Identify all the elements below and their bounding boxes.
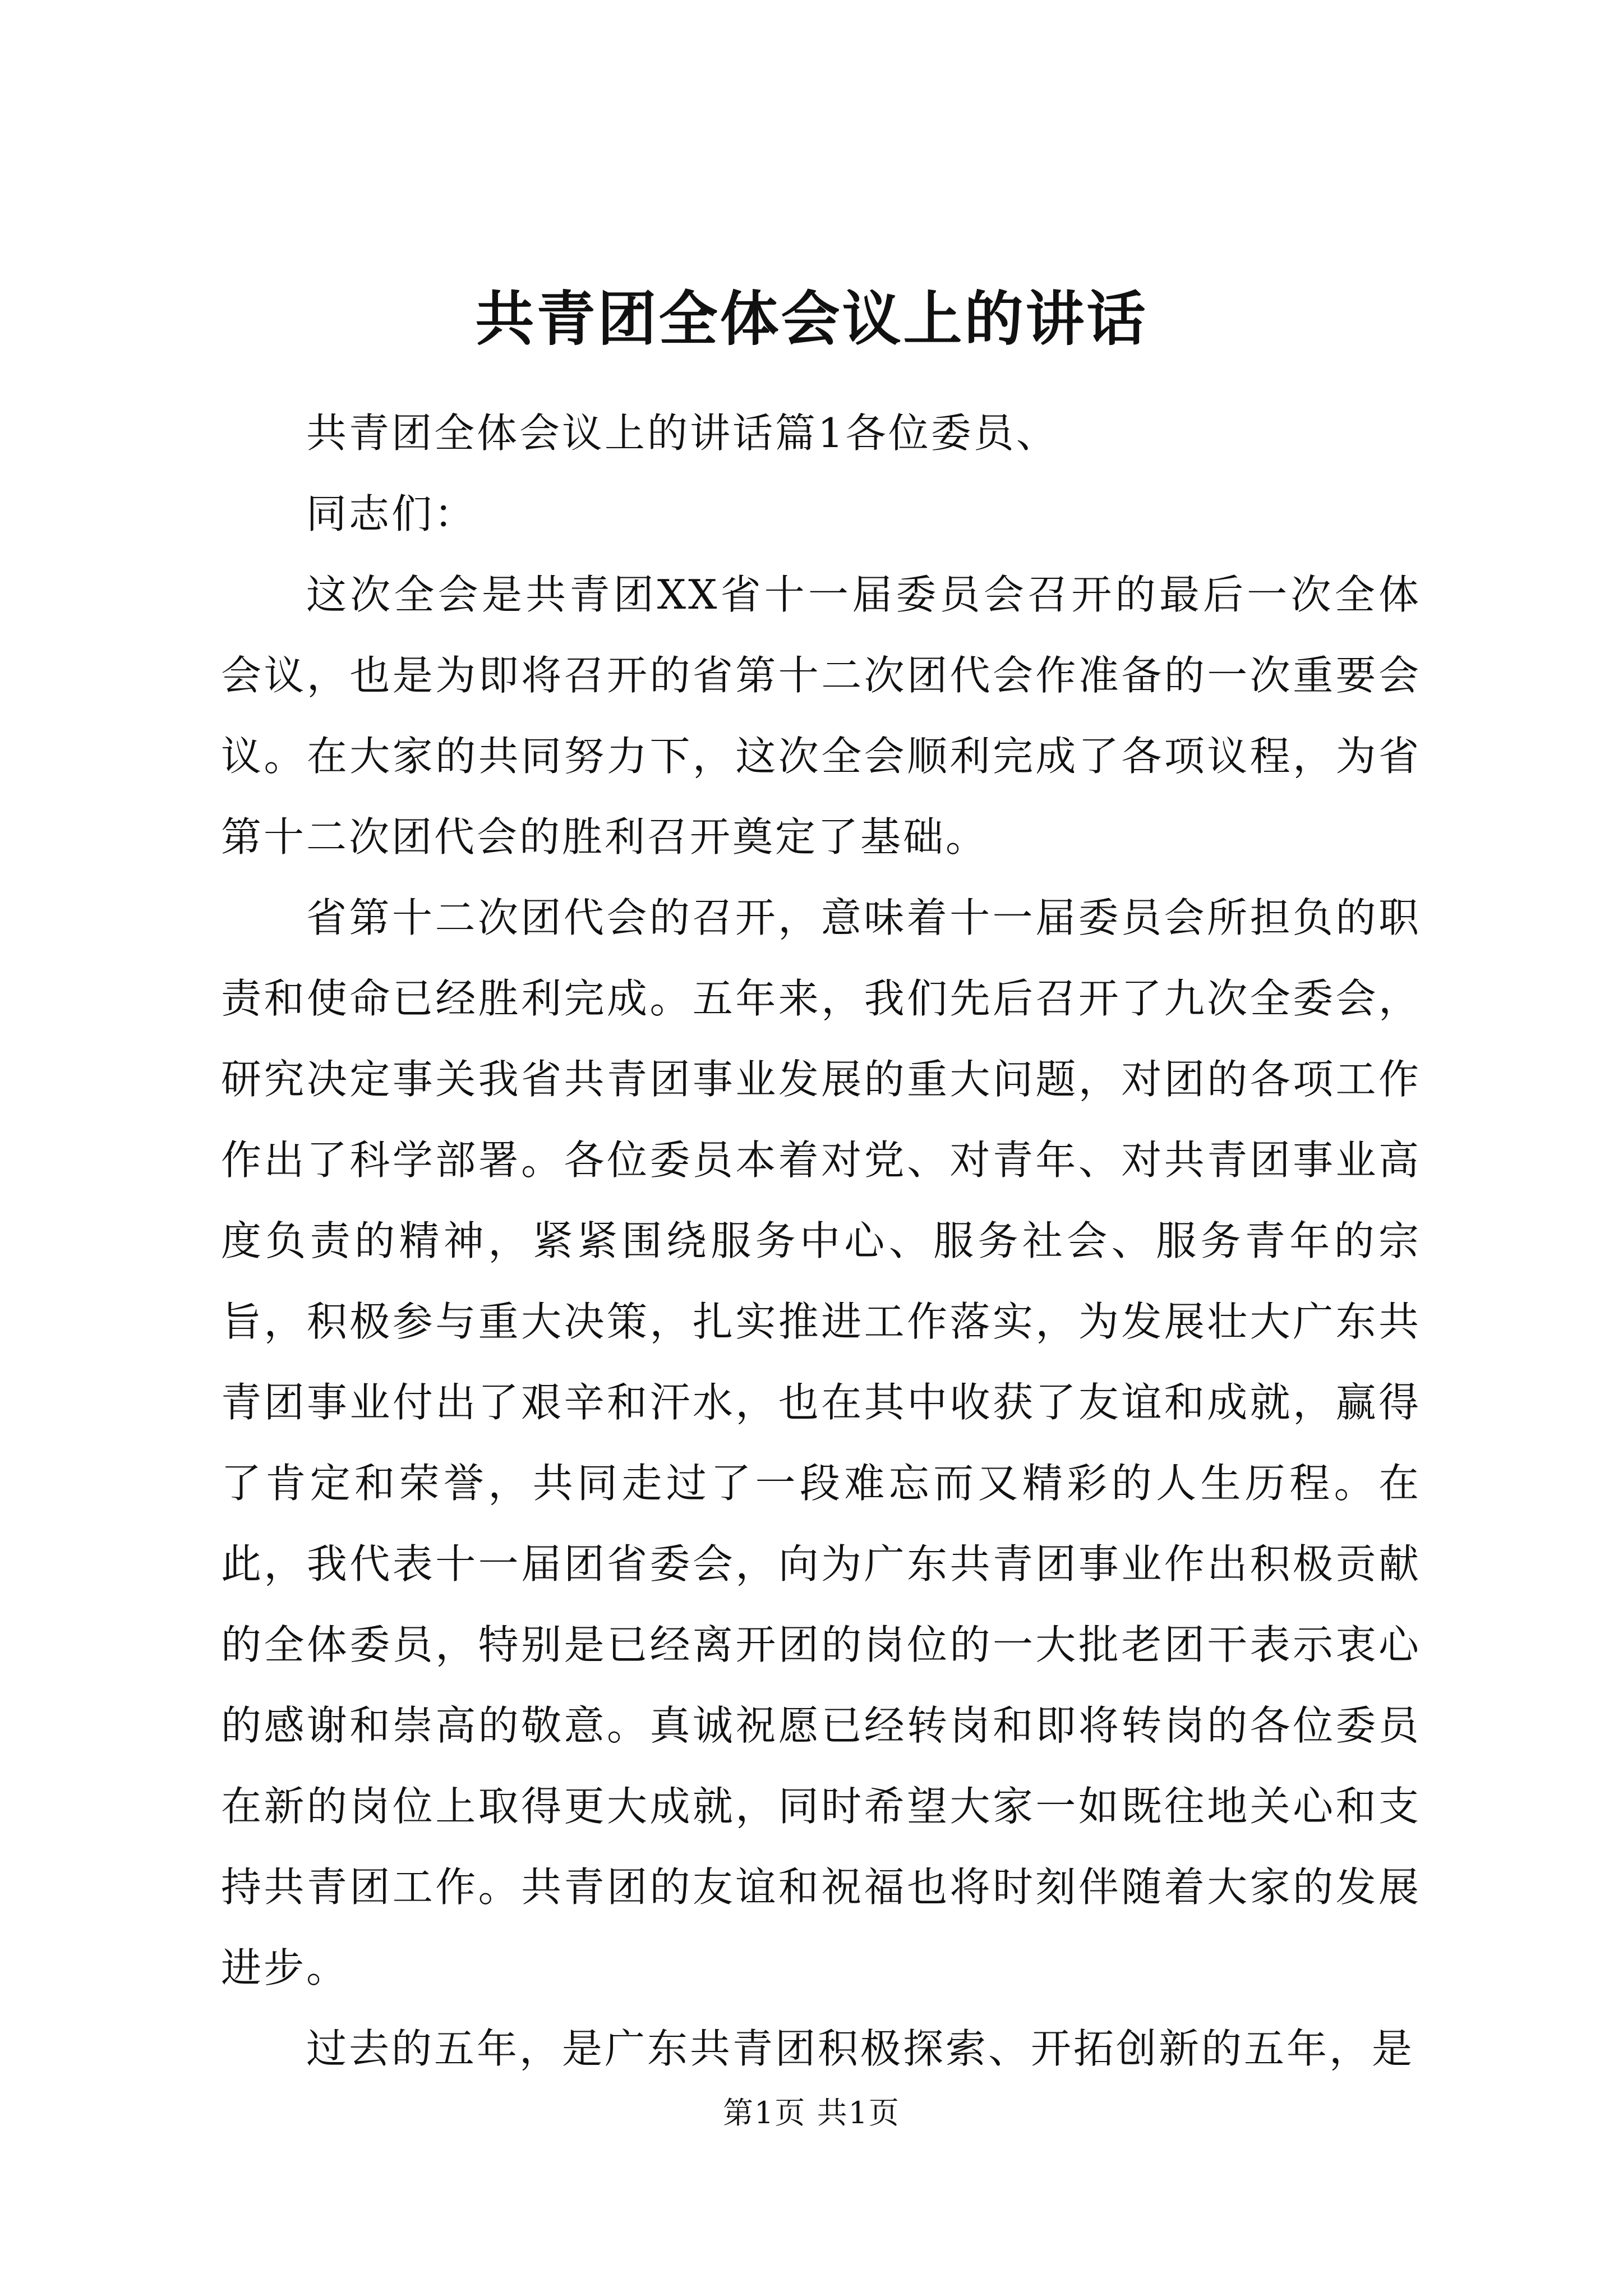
- paragraph-1: 共青团全体会议上的讲话篇1各位委员、: [306, 409, 1059, 457]
- paragraph-4: 省第十二次团代会的召开，意味着十一届委员会所担负的职责和使命已经胜利完成。五年来，我们先后召开了九次全委会，研究决定事关我省共青团事业发展的重大问题，对团的各项工作作出了科学部署。各位委员本着对党、对青年、对共青团事业高度负责的精神，紧紧围绕服务中心、服务社会、服务青年的宗旨，积极参与重大决策，扎实推进工作落实，为发展壮大广东共青团事业付出了艰辛和汗水，也在其中收获了友谊和成就，赢得了肯定和荣誉，共同走过了一段难忘而又精彩的人生历程。在此，我代表十一届团省委会，向为广东共青团事业作出积极贡献的全体委员，特别是已经离开团的岗位的一大批老团干表示衷心的感谢和崇高的敬意。真诚祝愿已经转岗和即将转岗的各位委员在新的岗位上取得更大成就，同时希望大家一如既往地关心和支持共青团工作。共青团的友谊和祝福也将时刻伴随着大家的发展进步。: [221, 894, 1421, 1991]
- document-body: [221, 393, 1421, 2089]
- paragraph-2: 同志们：: [306, 490, 477, 537]
- document-title: 共青团全体会议上的讲话: [475, 284, 1148, 353]
- page-number-footer: 第1页 共1页: [723, 2095, 900, 2131]
- paragraph-5: 过去的五年，是广东共青团积极探索、开拓创新的五年，是: [306, 2025, 1415, 2072]
- paragraph-3: 这次全会是共青团XX省十一届委员会召开的最后一次全体会议，也是为即将召开的省第十二次团代会作准备的一次重要会议。在大家的共同努力下，这次全会顺利完成了各项议程，为省第十二次团代会的胜利召开奠定了基础。: [221, 571, 1421, 861]
